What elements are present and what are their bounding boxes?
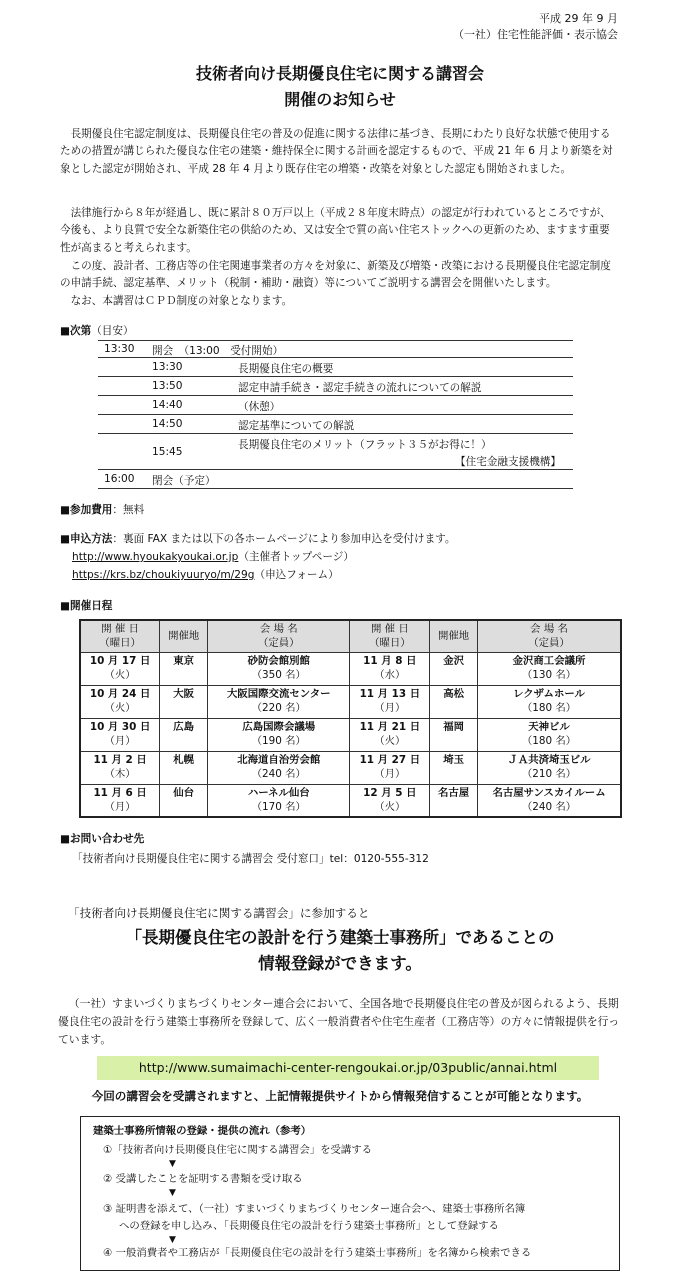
venue-city-cell <box>430 685 478 718</box>
promo-body: （一社）すまいづくりまちづくりセンター連合会において、全国各地で長期優良住宅の普及が図られるよう、長期優良住宅の設計を行う建築士事務所を登録して、広く一般消費者や住宅生産者（工務店等）の方々に情報提供を行っています。 <box>58 997 620 1046</box>
header-hall-label: 会 場 名 <box>530 623 568 636</box>
schedule-heading-label: ■次第 <box>60 325 92 337</box>
venue-hall: 名古屋サンスカイルーム <box>492 786 606 799</box>
schedule-text: 閉会（予定） <box>152 475 216 487</box>
venue-date-cell <box>350 685 430 718</box>
venue-city: 札幌 <box>173 753 195 766</box>
intro-paragraph-1: 長期優良住宅認定制度は、長期優良住宅の普及の促進に関する法律に基づき、長期にわたり良好な状態で使用するための措置が講じられた優良な住宅の建築・維持保全に関する計画を認定するもので、平成 21 年 6 月より新築を対象とした認定が開始され、平成 28 年 4 月より既存住宅の増築・改築を対象とした認定も開始されました。 <box>60 128 613 175</box>
page-subtitle: 開催のお知らせ <box>284 90 396 109</box>
venue-cap: （180 名） <box>521 701 577 714</box>
header-date-sub: （曜日） <box>99 637 141 650</box>
venues-heading: ■開催日程 <box>60 600 113 612</box>
schedule-text: 長期優良住宅の概要 <box>238 363 334 375</box>
schedule-row <box>98 377 573 396</box>
schedule-time: 15:45 <box>152 446 183 458</box>
venue-cap: （240 名） <box>251 767 306 780</box>
header-date-sub: （曜日） <box>369 637 411 650</box>
venue-date-cell <box>80 718 160 751</box>
venue-dow: （火） <box>374 734 406 747</box>
schedule-row <box>98 434 573 470</box>
schedule-time: 13:50 <box>152 380 183 392</box>
schedule-text: 認定申請手続き・認定手続きの流れについての解説 <box>238 382 482 394</box>
flow-step-3: ③ 証明書を添えて、（一社）すまいづくりまちづくりセンター連合会へ、建築士事務所名簿 <box>103 1203 526 1215</box>
header-hall-label: 会 場 名 <box>259 623 298 636</box>
venue-hall-cell <box>478 652 621 685</box>
venue-table <box>79 619 622 818</box>
venue-city: 東京 <box>173 654 195 667</box>
schedule-text: （休憩） <box>238 401 281 413</box>
venue-date: 12 月 5 日 <box>363 786 417 799</box>
header-place: 開催地 <box>160 620 208 652</box>
venue-cap: （220 名） <box>251 701 306 714</box>
apply-link-row-1 <box>72 549 354 566</box>
flow-arrow-icon: ▼ <box>169 1188 176 1198</box>
venue-hall-cell <box>478 685 621 718</box>
flow-arrow-icon: ▼ <box>169 1235 176 1245</box>
venue-hall-cell <box>478 784 621 817</box>
schedule-row <box>98 340 573 358</box>
venue-date: 11 月 13 日 <box>359 687 421 700</box>
schedule-heading-note: （目安） <box>91 325 134 337</box>
venue-cap: （130 名） <box>521 668 577 681</box>
venue-row <box>80 685 621 718</box>
venue-hall: ＪＡ共済埼玉ビル <box>507 753 591 766</box>
venue-date-cell <box>80 784 160 817</box>
venue-cap: （180 名） <box>521 734 577 747</box>
venue-date: 11 月 8 日 <box>363 654 417 667</box>
schedule-text: 長期優良住宅のメリット（フラット３５がお得に！） <box>238 439 492 451</box>
venue-hall: 天神ビル <box>528 720 570 733</box>
venue-row <box>80 652 621 685</box>
venue-dow: （月） <box>374 701 406 714</box>
venue-date: 11 月 21 日 <box>359 720 421 733</box>
venue-city: 名古屋 <box>438 786 470 799</box>
venue-cap: （210 名） <box>521 767 577 780</box>
fee-heading: ■参加費用 <box>60 504 113 516</box>
venue-date: 11 月 6 日 <box>93 786 147 799</box>
venue-hall-cell <box>208 652 350 685</box>
flow-title: 建築士事務所情報の登録・提供の流れ（参考） <box>93 1125 312 1137</box>
venue-city: 福岡 <box>443 720 465 733</box>
venue-dow: （火） <box>104 668 136 681</box>
header-date-label: 開 催 日 <box>370 623 409 636</box>
venue-hall-cell <box>478 718 621 751</box>
promo-note: 今回の講習会を受講されますと、上記情報提供サイトから情報発信することが可能となります。 <box>91 1089 589 1103</box>
header-date-label: 開 催 日 <box>101 623 140 636</box>
fee-value: ：無料 <box>112 504 145 516</box>
venue-date-cell <box>80 751 160 784</box>
venue-city: 大阪 <box>173 687 195 700</box>
schedule-text: 開会 （13:00 受付開始） <box>152 345 284 357</box>
schedule-heading <box>60 324 134 338</box>
venue-date: 10 月 30 日 <box>89 720 151 733</box>
venue-date-cell <box>350 751 430 784</box>
venue-date-cell <box>350 652 430 685</box>
venue-hall-cell <box>208 718 350 751</box>
schedule-row <box>98 470 573 489</box>
schedule-time: 14:40 <box>152 399 183 411</box>
venue-dow: （火） <box>104 701 136 714</box>
venue-date: 10 月 17 日 <box>89 654 151 667</box>
venue-dow: （月） <box>104 800 136 813</box>
venue-date-cell <box>80 652 160 685</box>
flow-arrow-icon: ▼ <box>169 1159 176 1169</box>
venue-date-cell <box>350 718 430 751</box>
flow-step-2: ② 受講したことを証明する書類を受け取る <box>103 1173 303 1185</box>
schedule-time: 13:30 <box>104 343 135 355</box>
venue-city-cell <box>430 718 478 751</box>
venue-city-cell <box>160 652 208 685</box>
venue-hall-cell <box>478 751 621 784</box>
header-place: 開催地 <box>430 620 478 652</box>
schedule-time: 14:50 <box>152 418 183 430</box>
venue-city: 金沢 <box>443 654 465 667</box>
venue-cap: （190 名） <box>251 734 306 747</box>
venue-hall: 北海道自治労会館 <box>237 753 321 766</box>
venue-hall: 砂防会館別館 <box>247 654 310 667</box>
venue-city-cell <box>430 751 478 784</box>
venue-city-cell <box>430 652 478 685</box>
application-form-link[interactable]: https://krs.bz/choukiyuuryo/m/29g <box>72 569 255 581</box>
flow-step-1: ①「技術者向け長期優良住宅に関する講習会」を受講する <box>103 1144 373 1156</box>
venue-dow: （火） <box>374 800 406 813</box>
flow-step-4: ④ 一般消費者や工務店が「長期優良住宅の設計を行う建築士事務所」を名簿から検索できる <box>103 1247 532 1259</box>
schedule-time: 16:00 <box>104 473 135 485</box>
header-hall-sub: （定員） <box>257 637 300 650</box>
schedule-subtext: 【住宅金融支援機構】 <box>455 456 561 468</box>
venue-cap: （350 名） <box>251 668 306 681</box>
apply-section <box>60 532 456 546</box>
contact-heading: ■お問い合わせ先 <box>60 833 145 845</box>
venue-hall: ハーネル仙台 <box>247 786 310 799</box>
venue-dow: （水） <box>374 668 406 681</box>
flow-step-3-cont: への登録を申し込み、「長期優良住宅の設計を行う建築士事務所」として登録する <box>119 1220 499 1232</box>
page-title: 技術者向け長期優良住宅に関する講習会 <box>195 64 484 83</box>
venue-hall: 大阪国際交流センター <box>227 687 331 700</box>
intro-paragraph-2: 法律施行から８年が経過し、既に累計８０万戸以上（平成２８年度末時点）の認定が行われているところですが、今後も、より良質で安全な新築住宅の供給のため、又は安全で質の高い住宅ストックへの更新のため、ますます重要性が高まると考えられます。 <box>60 207 611 254</box>
header-date <box>80 620 160 652</box>
venue-date: 11 月 2 日 <box>93 753 147 766</box>
promo-headline-2: 情報登録ができます。 <box>258 954 422 973</box>
apply-heading: ■申込方法 <box>60 533 113 545</box>
schedule-row <box>98 415 573 434</box>
venue-cap: （240 名） <box>521 800 577 813</box>
venue-date: 11 月 27 日 <box>359 753 421 766</box>
schedule-row <box>98 358 573 377</box>
apply-link-row-2 <box>72 567 339 584</box>
venue-row <box>80 751 621 784</box>
header-hall <box>478 620 621 652</box>
organizer-homepage-link[interactable]: http://www.hyoukakyoukai.or.jp <box>72 551 239 563</box>
venue-hall-cell <box>208 685 350 718</box>
venue-row <box>80 784 621 817</box>
venue-city-cell <box>160 685 208 718</box>
schedule-row <box>98 396 573 415</box>
venue-dow: （月） <box>104 734 136 747</box>
venue-city-cell <box>430 784 478 817</box>
link1-note: （主催者トップページ） <box>238 551 354 563</box>
venue-city: 広島 <box>173 720 195 733</box>
venue-hall: レクザムホール <box>513 687 585 700</box>
venue-cap: （170 名） <box>251 800 306 813</box>
venue-dow: （木） <box>104 767 136 780</box>
venue-date: 10 月 24 日 <box>89 687 151 700</box>
venue-hall-cell <box>208 751 350 784</box>
header-hall <box>208 620 350 652</box>
registry-site-url[interactable]: http://www.sumaimachi-center-rengoukai.or.jp/03public/annai.html <box>97 1056 599 1080</box>
header-date <box>350 620 430 652</box>
intro-paragraph-3: この度、設計者、工務店等の住宅関連事業者の方々を対象に、新築及び増築・改築における長期優良住宅認定制度の申請手続、認定基準、メリット（税制・補助・融資）等についてご説明する講習会を開催いたします。 <box>60 260 611 290</box>
fee-section <box>60 503 144 517</box>
promo-lead: 「技術者向け長期優良住宅に関する講習会」に参加すると <box>68 906 370 920</box>
venue-date-cell <box>80 685 160 718</box>
venue-hall: 広島国際会議場 <box>242 720 316 733</box>
schedule-time: 13:30 <box>152 361 183 373</box>
intro-paragraph-4: なお、本講習はＣＰＤ制度の対象となります。 <box>70 295 293 307</box>
link2-note: （申込フォーム） <box>254 569 339 581</box>
venue-city: 埼玉 <box>443 753 465 766</box>
venue-hall-cell <box>208 784 350 817</box>
contact-text: 「技術者向け長期優良住宅に関する講習会 受付窓口」tel：0120-555-312 <box>72 853 429 865</box>
issue-date: 平成 29 年 9 月 <box>539 12 618 25</box>
venue-city: 高松 <box>443 687 465 700</box>
registration-flow-box <box>80 1116 620 1271</box>
promo-headline-1: 「長期優良住宅の設計を行う建築士事務所」であることの <box>125 928 555 947</box>
venue-city-cell <box>160 784 208 817</box>
header-hall-sub: （定員） <box>528 637 570 650</box>
apply-text: ：裏面 FAX または以下の各ホームページにより参加申込を受付けます。 <box>112 533 456 545</box>
venue-city-cell <box>160 718 208 751</box>
issuer-org: （一社）住宅性能評価・表示協会 <box>453 28 618 41</box>
venue-header-row <box>80 620 621 652</box>
venue-dow: （月） <box>374 767 406 780</box>
venue-date-cell <box>350 784 430 817</box>
venue-city-cell <box>160 751 208 784</box>
venue-hall: 金沢商工会議所 <box>512 654 586 667</box>
schedule-text: 認定基準についての解説 <box>238 420 355 432</box>
venue-city: 仙台 <box>173 786 195 799</box>
venue-row <box>80 718 621 751</box>
